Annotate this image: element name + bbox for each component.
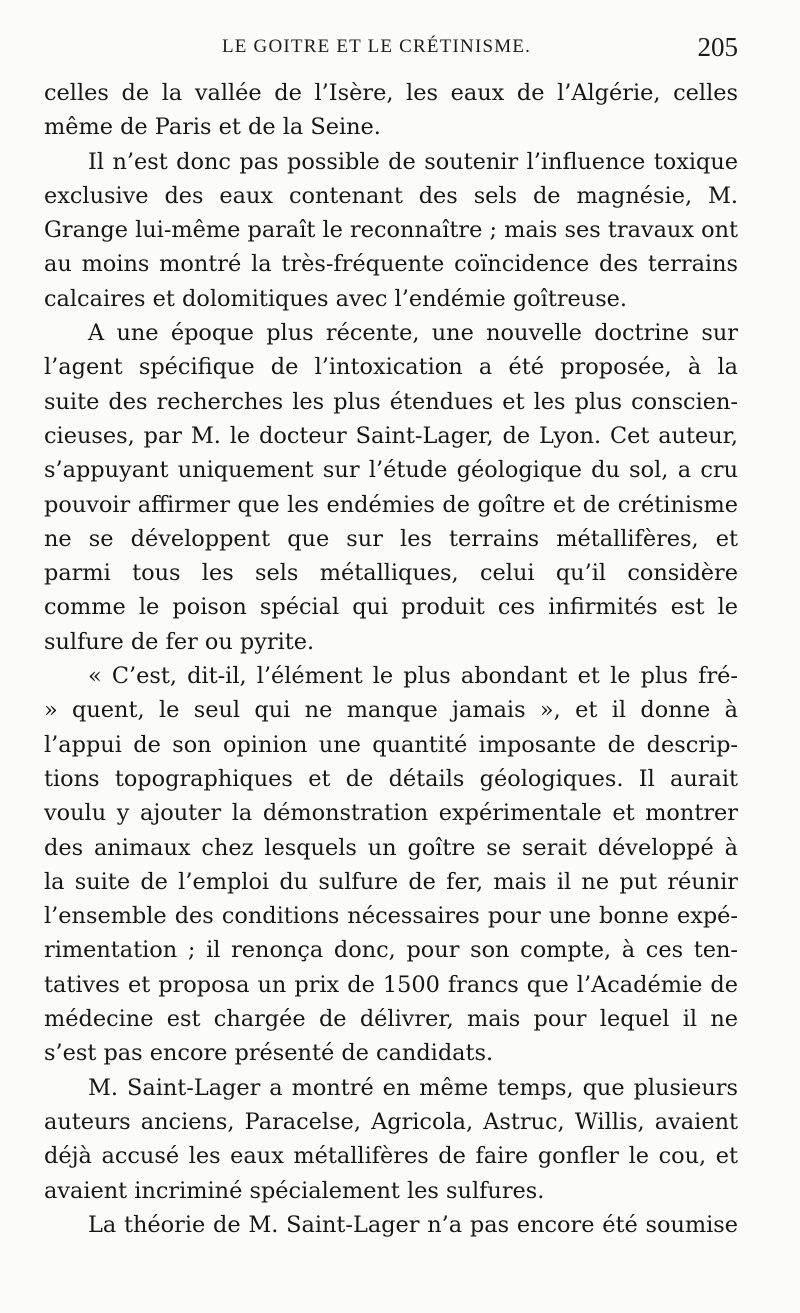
running-title: LE GOITRE ET LE CRÉTINISME.	[222, 36, 532, 57]
text-line: déjà accusé les eaux métallifères de faire gonfler le cou, et	[44, 1143, 738, 1170]
text-line: Grange lui-même paraît le reconnaître ; mais ses travaux ont	[44, 217, 738, 244]
text-line: exclusive des eaux contenant des sels de magnésie, M.	[44, 182, 738, 209]
text-line: suite des recherches les plus étendues et les plus conscien-	[44, 388, 738, 415]
text-line: la suite de l’emploi du sulfure de fer, mais il ne put réunir	[44, 868, 738, 895]
text-line: s’est pas encore présenté de candidats.	[44, 1040, 494, 1067]
text-line: A une époque plus récente, une nouvelle doctrine sur	[88, 320, 738, 347]
text-line: sulfure de fer ou pyrite.	[44, 628, 315, 655]
text-line: celles de la vallée de l’Isère, les eaux de l’Algérie, celles	[44, 80, 738, 106]
text-line: l’ensemble des conditions nécessaires pour une bonne expé-	[44, 903, 738, 930]
text-line: ne se développent que sur les terrains métallifères, et	[44, 525, 738, 552]
page-header	[44, 32, 738, 66]
text-line: calcaires et dolomitiques avec l’endémie goîtreuse.	[44, 285, 628, 312]
text-line: l’agent spécifique de l’intoxication a été proposée, à la	[44, 354, 738, 381]
text-line: rimentation ; il renonça donc, pour son compte, à ces ten-	[44, 937, 738, 964]
text-line: comme le poison spécial qui produit ces infirmités est le	[44, 594, 738, 621]
text-line: l’appui de son opinion une quantité imposante de descrip-	[44, 731, 738, 758]
text-line: Il n’est donc pas possible de soutenir l’influence toxique	[88, 148, 738, 175]
page-number: 205	[697, 32, 738, 62]
text-line: pouvoir affirmer que les endémies de goître et de crétinisme	[44, 491, 738, 518]
text-line: tatives et proposa un prix de 1500 francs que l’Académie de	[44, 971, 738, 998]
text-line: auteurs anciens, Paracelse, Agricola, Astruc, Willis, avaient	[44, 1108, 738, 1135]
text-line: » quent, le seul qui ne manque jamais », et il donne à	[44, 697, 738, 724]
body-text	[44, 76, 738, 1242]
text-line: avaient incriminé spécialement les sulfures.	[44, 1177, 545, 1204]
text-line: des animaux chez lesquels un goître se serait développé à	[44, 834, 738, 861]
text-line: parmi tous les sels métalliques, celui qu’il considère	[44, 560, 738, 587]
text-line: tions topographiques et de détails géologiques. Il aurait	[44, 765, 738, 792]
text-line: M. Saint-Lager a montré en même temps, que plusieurs	[88, 1074, 738, 1101]
text-line: voulu y ajouter la démonstration expérimentale et montrer	[44, 800, 738, 827]
text-line: même de Paris et de la Seine.	[44, 114, 381, 141]
text-line: médecine est chargée de délivrer, mais pour lequel il ne	[44, 1006, 738, 1033]
text-line: au moins montré la très-fréquente coïncidence des terrains	[44, 251, 738, 278]
text-line: La théorie de M. Saint-Lager n’a pas encore été soumise	[88, 1211, 738, 1238]
text-line: « C’est, dit-il, l’élément le plus abondant et le plus fré-	[88, 663, 738, 690]
text-line: cieuses, par M. le docteur Saint-Lager, de Lyon. Cet auteur,	[44, 422, 738, 449]
text-line: s’appuyant uniquement sur l’étude géologique du sol, a cru	[44, 457, 738, 484]
